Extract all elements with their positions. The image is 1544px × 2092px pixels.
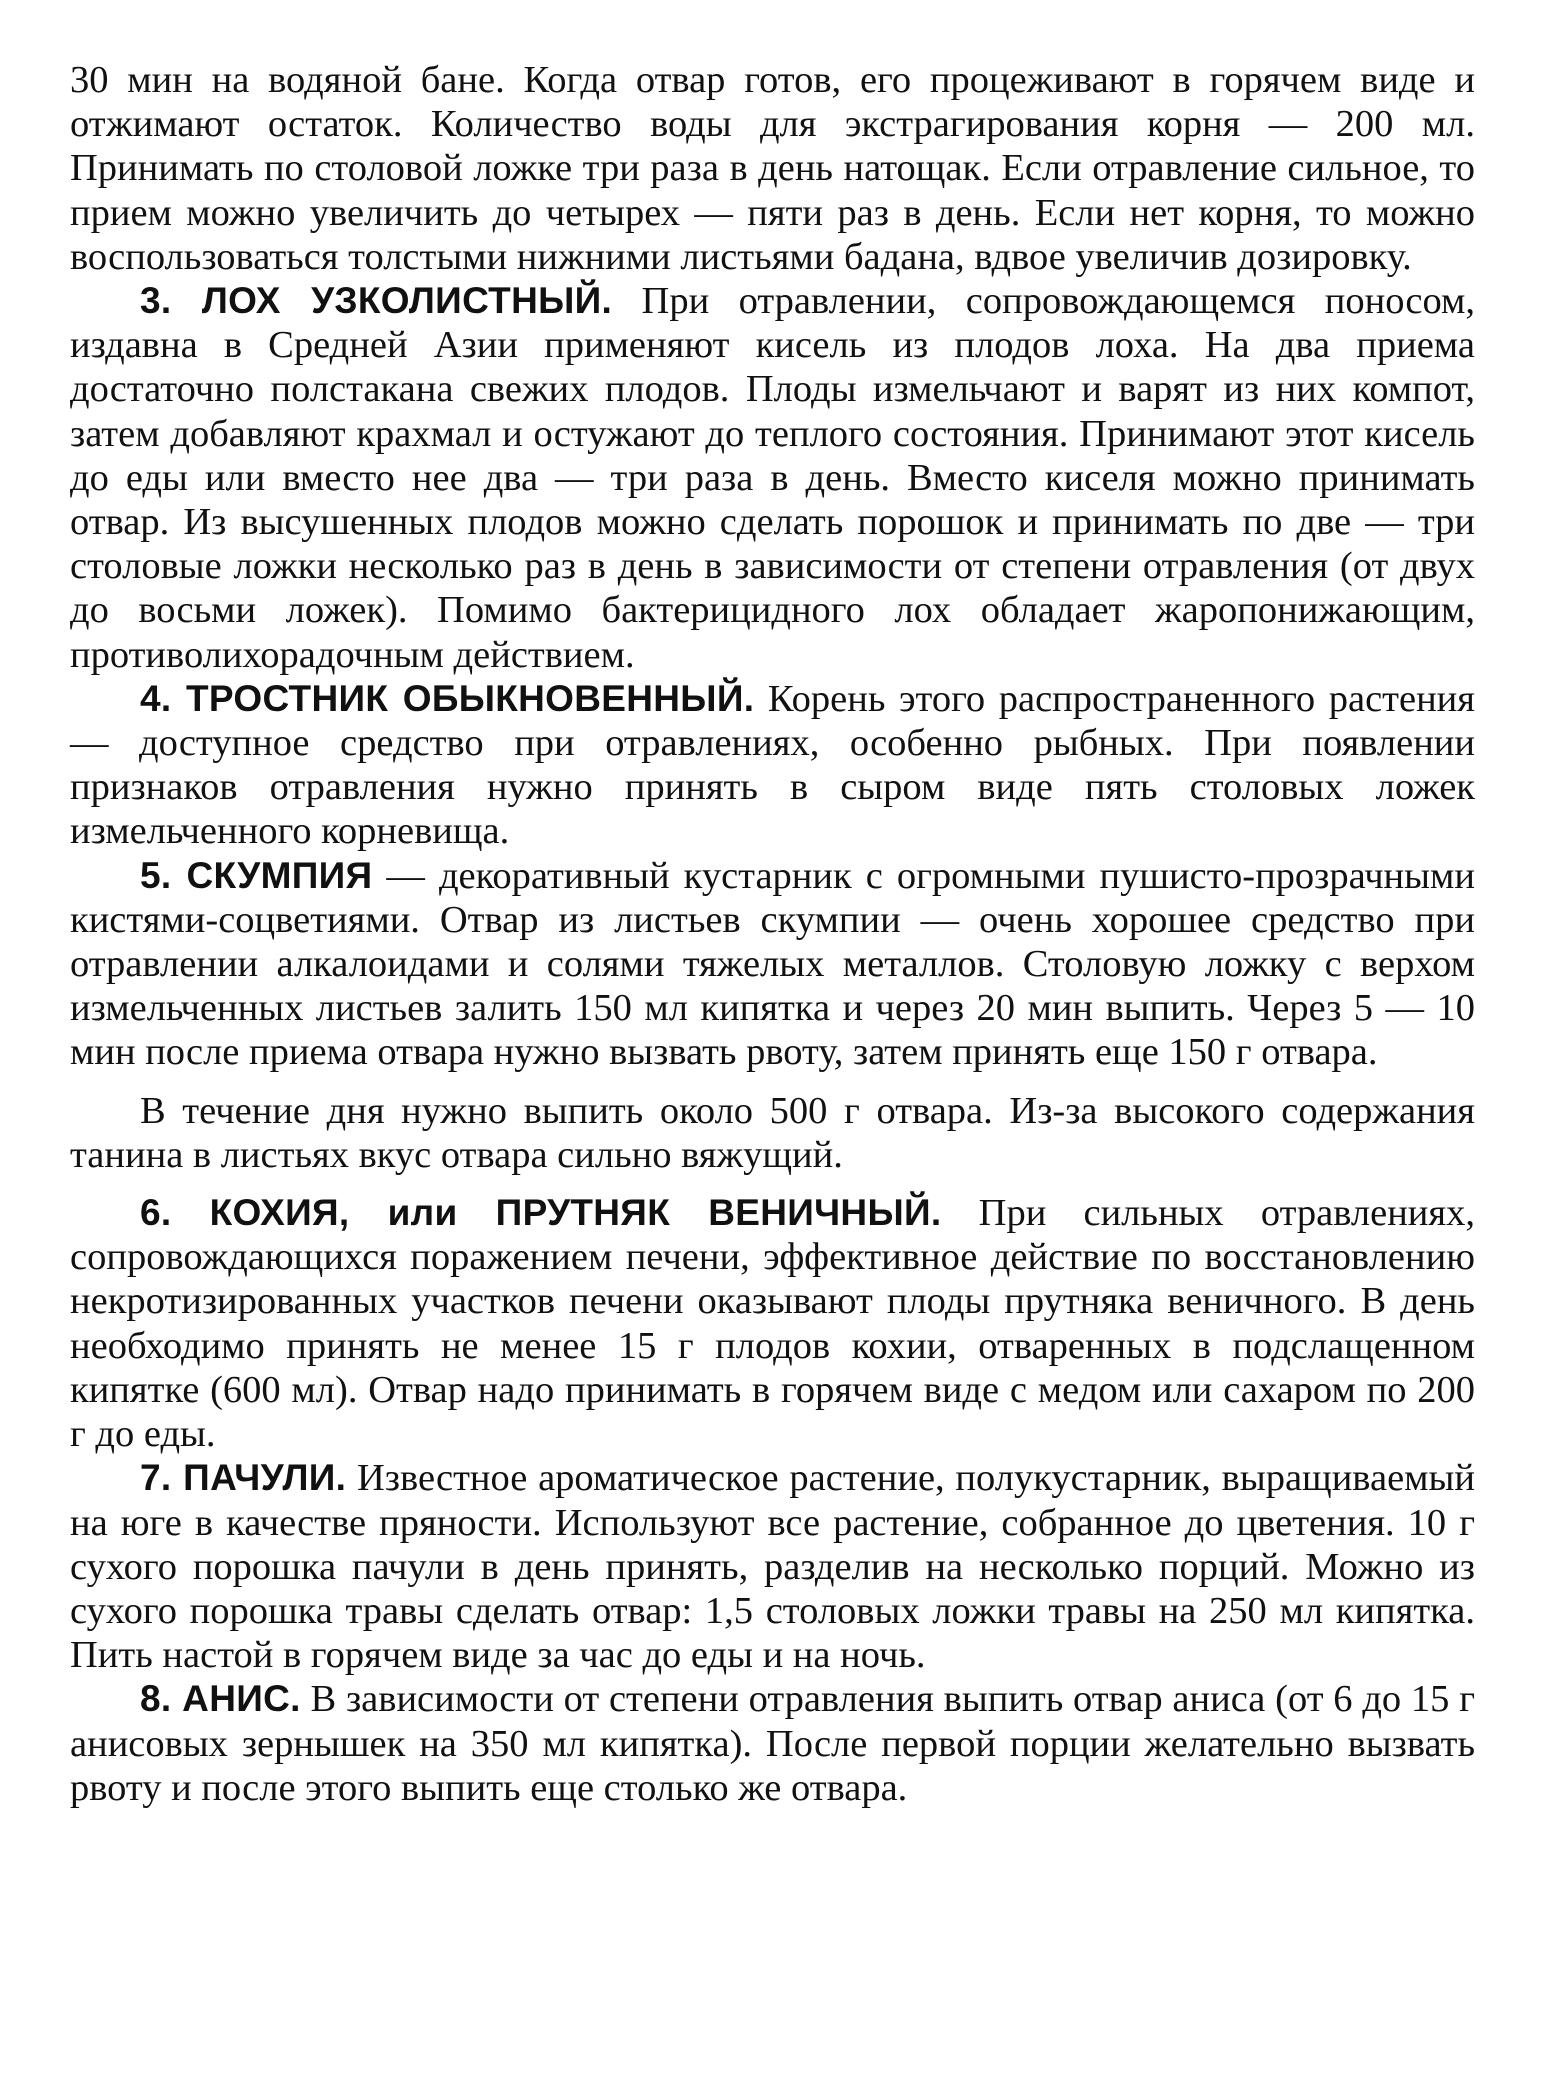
paragraph-skumpiya-cont	[70, 1089, 1475, 1177]
paragraph-body: — декоративный кустарник с огромными пушисто-прозрачными кистями-соцветиями. Отвар из листьев скумпии — очень хорошее средство при отравлении алкалоидами и солями тяжелых металлов. Столовую ложку с верхом измельченных листьев залить 150 мл кипятка и через 20 мин выпить. Через 5 — 10 мин после приема отвара нужно вызвать рвоту, затем принять еще 150 г отвара.	[70, 854, 1475, 1074]
paragraph-heading: 6. КОХИЯ, или ПРУТНЯК ВЕНИЧНЫЙ.	[140, 1192, 942, 1234]
paragraph-skumpiya	[70, 854, 1475, 1075]
paragraph-heading: 3. ЛОХ УЗКОЛИСТНЫЙ.	[140, 280, 613, 322]
paragraph-pachuli	[70, 1456, 1475, 1677]
paragraph-heading: 7. ПАЧУЛИ.	[140, 1457, 347, 1499]
paragraph-heading: 8. АНИС.	[140, 1678, 301, 1720]
paragraph-body: 30 мин на водяной бане. Когда отвар готов, его процеживают в горячем виде и отжимают остаток. Количество воды для экстрагирования корня — 200 мл. Принимать по столовой ложке три раза в день натощак. Если отравление сильное, то прием можно увеличить до четырех — пяти раз в день. Если нет корня, то можно воспользоваться толстыми нижними листьями бадана, вдвое увеличив дозировку.	[70, 59, 1475, 278]
paragraph-continuation	[70, 58, 1475, 279]
paragraph-kokhiya	[70, 1191, 1475, 1456]
paragraph-heading: 4. ТРОСТНИК ОБЫКНОВЕННЫЙ.	[140, 677, 755, 719]
paragraph-anis	[70, 1677, 1475, 1810]
paragraph-lokh	[70, 279, 1475, 677]
paragraph-body: В зависимости от степени отравления выпить отвар аниса (от 6 до 15 г анисовых зернышек на 350 мл кипятка). После первой порции желательно вызвать рвоту и после этого выпить еще столько же отвара.	[70, 1678, 1475, 1809]
paragraph-body: При отравлении, сопровождающемся поносом, издавна в Средней Азии применяют кисель из плодов лоха. На два приема достаточно полстакана свежих плодов. Плоды измельчают и варят из них компот, затем добавляют крахмал и остужают до теплого состояния. Принимают этот кисель до еды или вместо нее два — три раза в день. Вместо киселя можно принимать отвар. Из высушенных плодов можно сделать порошок и принимать по две — три столовые ложки несколько раз в день в зависимости от степени отравления (от двух до восьми ложек). Помимо бактерицидного лох обладает жаропонижающим, противолихорадочным действием.	[70, 280, 1476, 676]
paragraph-heading: 5. СКУМПИЯ	[140, 854, 373, 896]
paragraph-body: Известное ароматическое растение, полукустарник, выращиваемый на юге в качестве пряности. Используют все растение, собранное до цветения. 10 г сухого порошка пачули в день принять, разделив на несколько порций. Можно из сухого порошка травы сделать отвар: 1,5 столовых ложки травы на 250 мл кипятка. Пить настой в горячем виде за час до еды и на ночь.	[70, 1457, 1475, 1677]
paragraph-trostnik	[70, 677, 1475, 854]
paragraph-body: В течение дня нужно выпить около 500 г отвара. Из-за высокого содержания танина в листьях вкус отвара сильно вяжущий.	[70, 1089, 1475, 1176]
paragraph-body: При сильных отравлениях, сопровождающихся поражением печени, эффективное действие по восстановлению некротизированных участков печени оказывают плоды прутняка веничного. В день необходимо принять не менее 15 г плодов кохии, отваренных в подслащенном кипятке (600 мл). Отвар надо принимать в горячем виде с медом или сахаром по 200 г до еды.	[70, 1192, 1475, 1456]
paragraph-body: Корень этого распространенного растения — доступное средство при отравлениях, особенно рыбных. При появлении признаков отравления нужно принять в сыром виде пять столовых ложек измельченного корневища.	[70, 677, 1475, 853]
document-page	[70, 58, 1475, 1810]
